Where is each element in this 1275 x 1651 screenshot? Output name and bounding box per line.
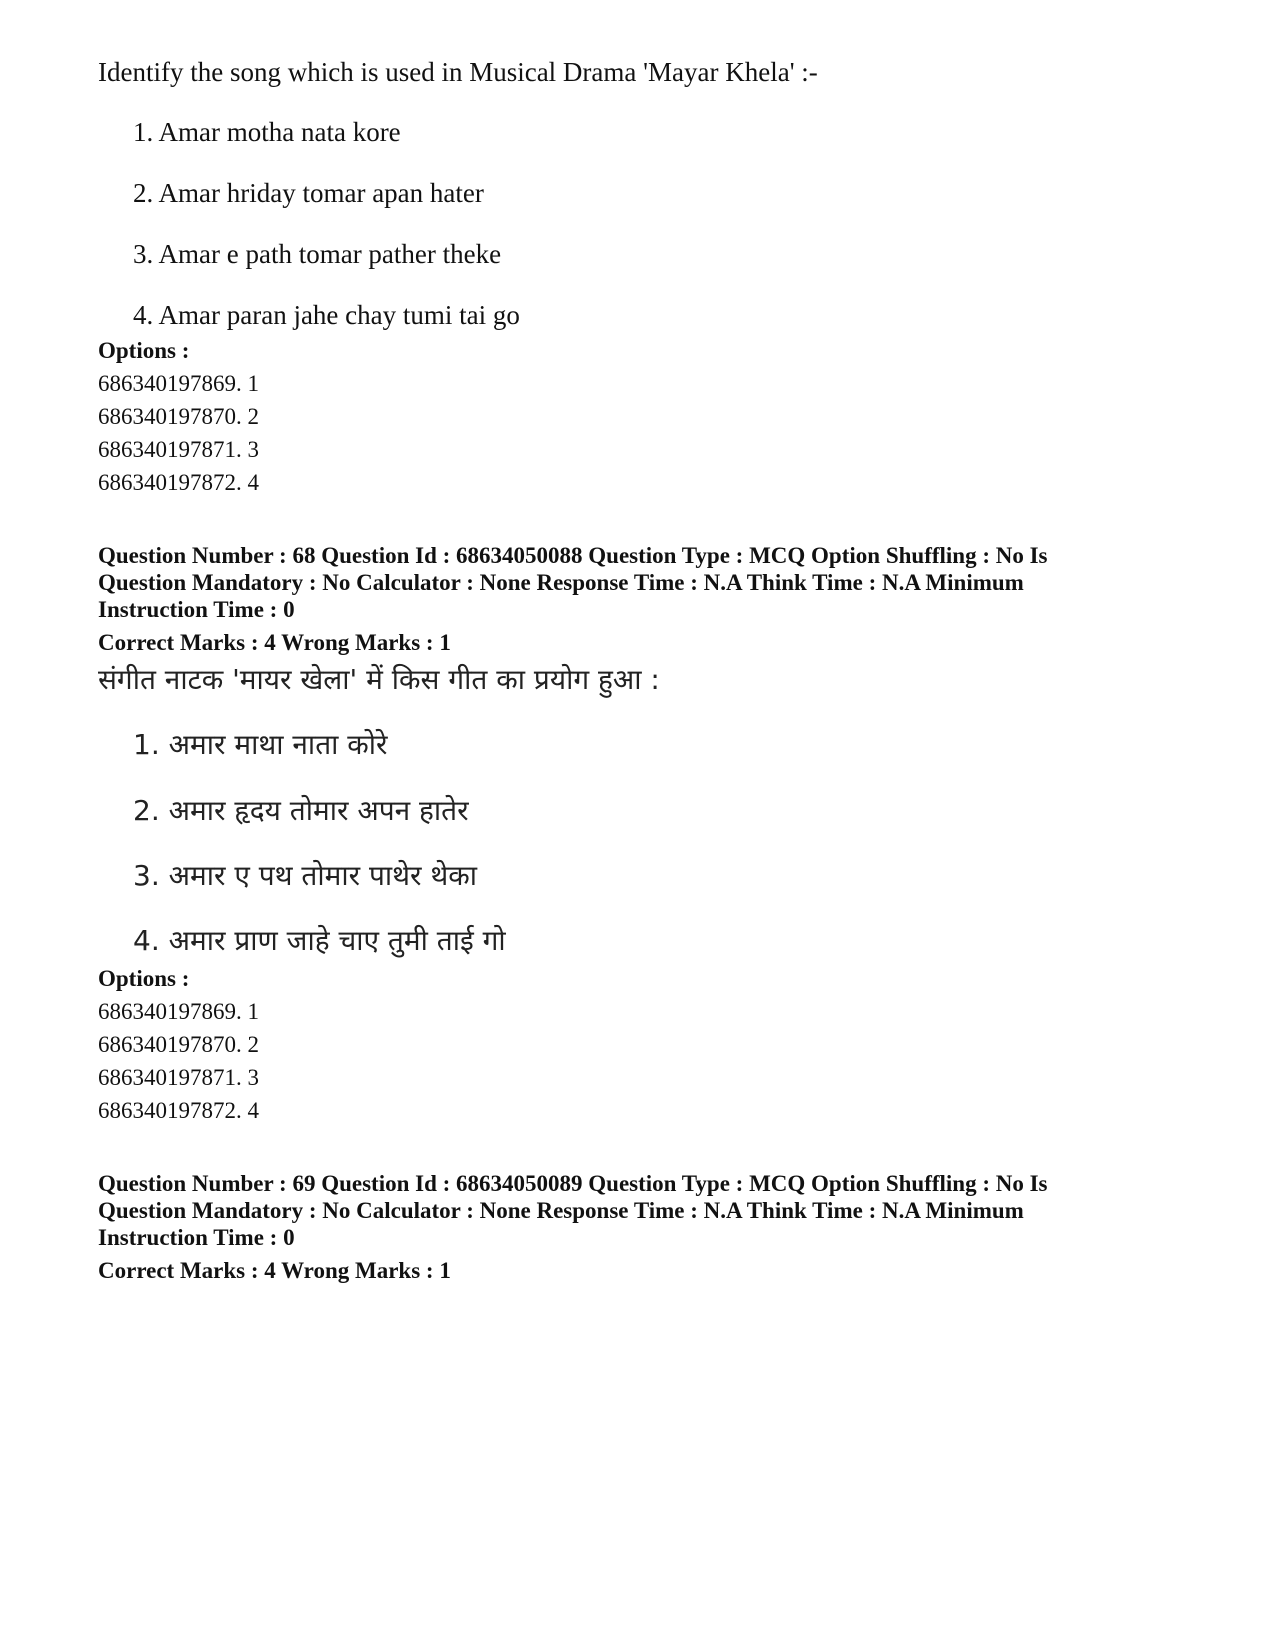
answer-choice: 3. Amar e path tomar pather theke (133, 239, 502, 269)
marks-line: Correct Marks : 4 Wrong Marks : 1 (98, 1258, 451, 1283)
marks-line: Correct Marks : 4 Wrong Marks : 1 (98, 630, 451, 655)
question-meta: Instruction Time : 0 (98, 1225, 295, 1250)
option-line: 686340197872. 4 (98, 470, 259, 495)
answer-choice: 4. Amar paran jahe chay tumi tai go (133, 300, 520, 330)
answer-choice: 1. अमार माथा नाता कोरे (133, 728, 388, 761)
question-meta: Question Number : 68 Question Id : 68634050088 Question Type : MCQ Option Shuffling : No Is (98, 543, 1048, 568)
option-line: 686340197872. 4 (98, 1098, 259, 1123)
answer-choice: 4. अमार प्राण जाहे चाए तुमी ताई गो (133, 924, 506, 957)
question-stem: Identify the song which is used in Musical Drama 'Mayar Khela' :- (98, 57, 818, 87)
question-meta: Question Mandatory : No Calculator : None Response Time : N.A Think Time : N.A Minimum (98, 570, 1024, 595)
option-line: 686340197871. 3 (98, 437, 259, 462)
question-meta: Question Number : 69 Question Id : 68634050089 Question Type : MCQ Option Shuffling : No Is (98, 1171, 1048, 1196)
options-heading: Options : (98, 966, 190, 991)
answer-choice: 1. Amar motha nata kore (133, 117, 401, 147)
option-line: 686340197870. 2 (98, 1032, 259, 1057)
answer-choice: 3. अमार ए पथ तोमार पाथेर थेका (133, 859, 478, 892)
option-line: 686340197869. 1 (98, 999, 259, 1024)
option-line: 686340197870. 2 (98, 404, 259, 429)
question-meta: Instruction Time : 0 (98, 597, 295, 622)
answer-choice: 2. अमार हृदय तोमार अपन हातेर (133, 794, 469, 827)
option-line: 686340197871. 3 (98, 1065, 259, 1090)
answer-choice: 2. Amar hriday tomar apan hater (133, 178, 484, 208)
option-line: 686340197869. 1 (98, 371, 259, 396)
question-meta: Question Mandatory : No Calculator : None Response Time : N.A Think Time : N.A Minimum (98, 1198, 1024, 1223)
question-stem-hindi: संगीत नाटक 'मायर खेला' में किस गीत का प्रयोग हुआ : (98, 663, 660, 696)
options-heading: Options : (98, 338, 190, 363)
